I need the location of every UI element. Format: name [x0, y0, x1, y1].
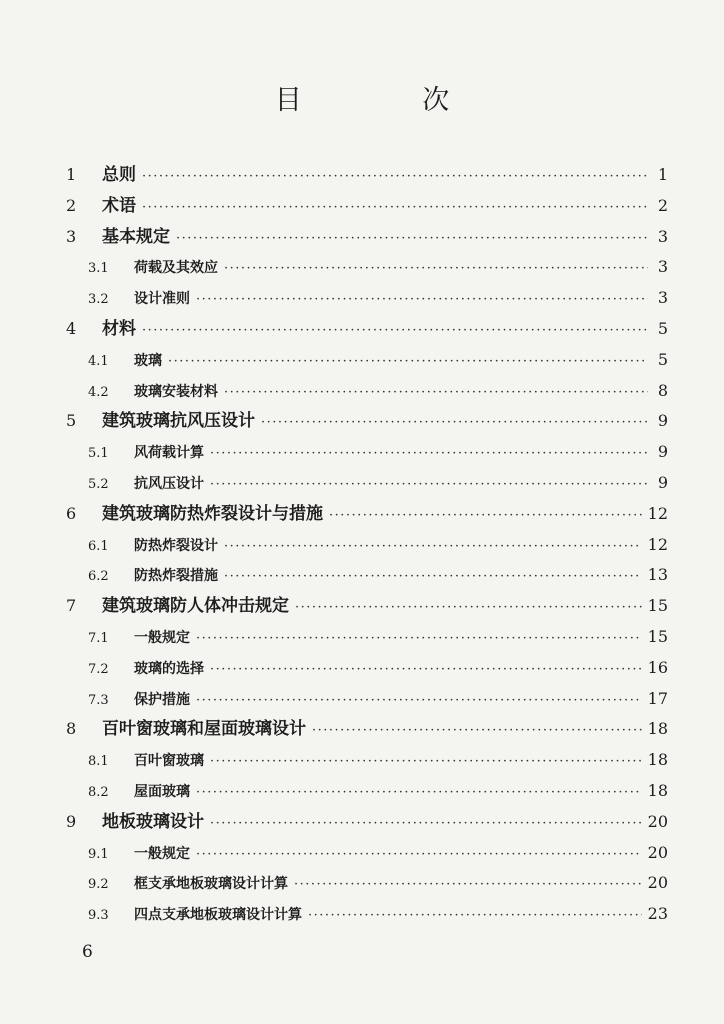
toc-entry-title: 一般规定 — [134, 845, 190, 862]
dot-leader — [196, 285, 648, 314]
toc-entry-number: 9 — [66, 811, 77, 831]
toc-entry-page: 20 — [647, 811, 668, 831]
toc-entry-page: 20 — [647, 842, 668, 862]
toc-entry-number: 9.3 — [88, 908, 109, 924]
toc-entry-page: 2 — [657, 195, 668, 215]
toc-entry — [66, 314, 668, 345]
page-title: 目 次 — [274, 85, 506, 116]
toc-entry — [66, 437, 668, 468]
toc-entry-page: 13 — [647, 565, 668, 585]
dot-leader — [329, 501, 642, 530]
toc-entry — [66, 868, 668, 899]
dot-leader — [210, 470, 648, 499]
dot-leader — [224, 562, 642, 591]
dot-leader — [168, 347, 648, 376]
toc-entry-title: 地板玻璃设计 — [102, 811, 204, 832]
dot-leader — [224, 532, 642, 561]
toc-entry-number: 4.2 — [88, 384, 109, 400]
toc-entry-title: 玻璃 — [134, 352, 162, 369]
toc-entry-page: 5 — [657, 349, 668, 369]
toc-entry-number: 4 — [66, 318, 77, 338]
toc-entry-title: 基本规定 — [102, 226, 170, 247]
toc-entry — [66, 591, 668, 622]
table-of-contents — [66, 160, 668, 930]
toc-entry-page: 12 — [647, 534, 668, 554]
toc-entry-number: 7.1 — [88, 630, 109, 646]
toc-entry — [66, 376, 668, 407]
toc-entry-number: 6.1 — [88, 538, 109, 554]
toc-entry — [66, 838, 668, 869]
toc-entry-page: 12 — [647, 503, 668, 523]
toc-entry — [66, 714, 668, 745]
toc-entry-page: 8 — [657, 380, 668, 400]
toc-entry-title: 屋面玻璃 — [134, 783, 190, 800]
toc-entry — [66, 191, 668, 222]
toc-entry — [66, 684, 668, 715]
toc-entry-page: 17 — [647, 688, 668, 708]
dot-leader — [196, 778, 642, 807]
toc-entry-title: 抗风压设计 — [134, 475, 204, 492]
toc-entry-number: 1 — [66, 165, 77, 184]
dot-leader — [176, 224, 648, 253]
dot-leader — [142, 193, 648, 222]
toc-entry-title: 材料 — [102, 318, 136, 339]
toc-entry-page: 9 — [657, 472, 668, 492]
dot-leader — [210, 747, 642, 776]
toc-entry — [66, 468, 668, 499]
toc-entry — [66, 160, 668, 191]
toc-entry-page: 3 — [657, 288, 668, 308]
toc-entry-title: 百叶窗玻璃和屋面玻璃设计 — [102, 719, 306, 740]
toc-entry-number: 7.2 — [88, 661, 109, 677]
toc-entry — [66, 776, 668, 807]
toc-entry — [66, 530, 668, 561]
toc-entry-page: 18 — [647, 719, 668, 739]
toc-entry-page: 9 — [657, 442, 668, 462]
toc-entry-title: 四点支承地板玻璃设计计算 — [134, 907, 302, 924]
toc-entry-page: 1 — [657, 165, 668, 184]
dot-leader — [308, 901, 642, 930]
toc-entry-title: 一般规定 — [134, 629, 190, 646]
dot-leader — [224, 378, 648, 407]
toc-entry-page: 20 — [647, 873, 668, 893]
dot-leader — [210, 809, 642, 838]
toc-entry-title: 建筑玻璃抗风压设计 — [102, 411, 255, 432]
toc-entry-page: 18 — [647, 780, 668, 800]
toc-entry-title: 框支承地板玻璃设计计算 — [134, 876, 288, 893]
toc-entry-title: 玻璃的选择 — [134, 660, 204, 677]
dot-leader — [261, 408, 648, 437]
toc-entry-title: 防热炸裂设计 — [134, 537, 218, 554]
toc-entry-page: 3 — [657, 226, 668, 246]
toc-entry-number: 8.1 — [88, 754, 109, 770]
toc-entry-page: 15 — [647, 596, 668, 616]
toc-entry-number: 3.2 — [88, 292, 109, 308]
toc-entry — [66, 560, 668, 591]
dot-leader — [196, 686, 642, 715]
toc-entry-title: 玻璃安装材料 — [134, 383, 218, 400]
dot-leader — [210, 655, 642, 684]
toc-entry — [66, 252, 668, 283]
toc-entry-title: 百叶窗玻璃 — [134, 753, 204, 770]
toc-entry-number: 3.1 — [88, 261, 109, 277]
toc-entry-page: 3 — [657, 257, 668, 277]
toc-entry-number: 5.2 — [88, 476, 109, 492]
toc-entry — [66, 283, 668, 314]
toc-entry — [66, 345, 668, 376]
dot-leader — [142, 162, 648, 191]
page-number: 6 — [82, 942, 93, 962]
toc-entry-number: 6.2 — [88, 569, 109, 585]
toc-entry — [66, 499, 668, 530]
toc-entry-page: 16 — [647, 657, 668, 677]
toc-entry-title: 建筑玻璃防热炸裂设计与措施 — [102, 503, 323, 524]
toc-entry — [66, 622, 668, 653]
dot-leader — [224, 254, 648, 283]
toc-entry-number: 2 — [66, 195, 77, 215]
dot-leader — [295, 593, 642, 622]
toc-entry-number: 5.1 — [88, 446, 109, 462]
toc-entry-title: 荷载及其效应 — [134, 260, 218, 277]
toc-entry-number: 9.2 — [88, 877, 109, 893]
toc-entry — [66, 745, 668, 776]
dot-leader — [312, 716, 642, 745]
toc-entry-title: 建筑玻璃防人体冲击规定 — [102, 596, 289, 617]
dot-leader — [196, 840, 642, 869]
dot-leader — [142, 316, 648, 345]
toc-entry-title: 总则 — [102, 165, 136, 185]
toc-entry-number: 4.1 — [88, 353, 109, 369]
toc-entry-title: 防热炸裂措施 — [134, 568, 218, 585]
toc-entry-number: 5 — [66, 411, 77, 431]
toc-entry-page: 9 — [657, 411, 668, 431]
toc-entry-page: 23 — [647, 904, 668, 924]
toc-entry — [66, 406, 668, 437]
toc-entry-title: 术语 — [102, 195, 136, 216]
toc-entry-page: 5 — [657, 318, 668, 338]
toc-entry-title: 保护措施 — [134, 691, 190, 708]
toc-entry — [66, 653, 668, 684]
dot-leader — [196, 624, 642, 653]
toc-entry-number: 8 — [66, 719, 77, 739]
dot-leader — [294, 870, 642, 899]
toc-entry-number: 3 — [66, 226, 77, 246]
dot-leader — [210, 439, 648, 468]
toc-entry-number: 9.1 — [88, 846, 109, 862]
toc-entry-number: 8.2 — [88, 784, 109, 800]
toc-entry-number: 7.3 — [88, 692, 109, 708]
toc-entry — [66, 222, 668, 253]
toc-entry-title: 设计准则 — [134, 291, 190, 308]
toc-entry-number: 7 — [66, 596, 77, 616]
toc-entry — [66, 899, 668, 930]
toc-entry-page: 15 — [647, 626, 668, 646]
toc-entry-page: 18 — [647, 750, 668, 770]
toc-entry-number: 6 — [66, 503, 77, 523]
toc-entry — [66, 807, 668, 838]
toc-entry-title: 风荷载计算 — [134, 445, 204, 462]
